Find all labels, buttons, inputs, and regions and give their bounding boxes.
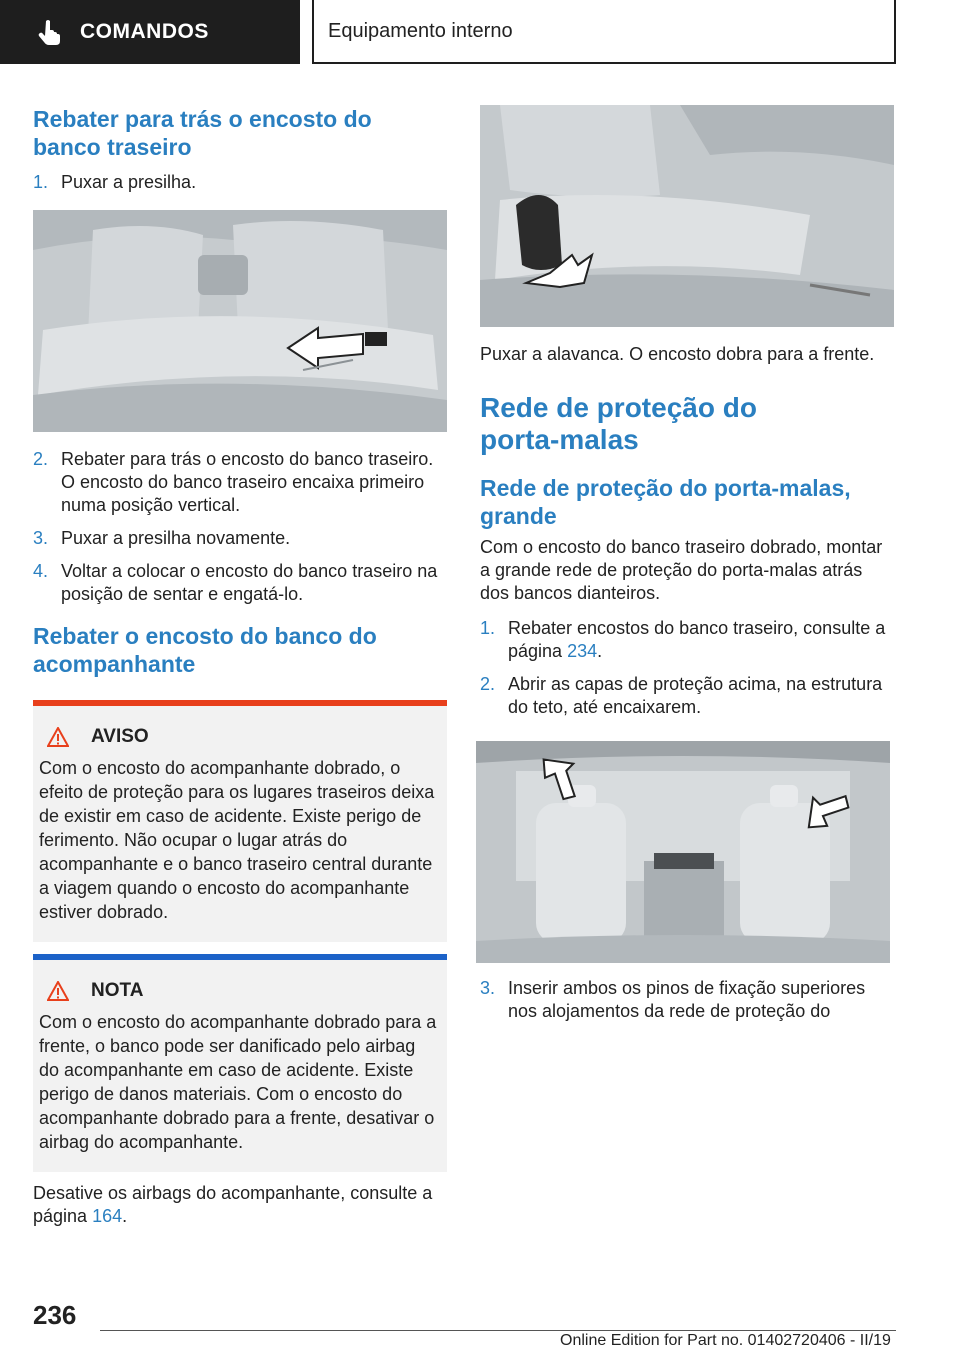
note-text: Com o encosto do acompanhante dobrado para a frente, o banco pode ser danificado pelo airbag do acompanhante em caso de acidente. Existe perigo de danos materiais. Com o encosto do acompanhante dobrado para a frente, desativar o airbag do acompanhante. <box>39 1012 437 1152</box>
front-seat-lever-image <box>480 105 894 327</box>
warning-box <box>33 700 447 942</box>
step-item: 1. Rebater encostos do banco traseiro, consulte a página 234. <box>480 618 886 661</box>
footer-divider <box>100 1330 896 1331</box>
page-link-164[interactable]: 164 <box>92 1206 123 1226</box>
note-title: NOTA <box>91 980 144 1001</box>
lever-caption: Puxar a alavanca. O encosto dobra para a frente. <box>480 344 875 364</box>
heading-rear-backrest: Rebater para trás o encosto do banco traseiro <box>33 106 372 160</box>
note-box <box>33 954 447 1172</box>
heading-cargo-net-large: Rede de proteção do porta-malas, grande <box>480 475 851 529</box>
section-title: Equipamento interno <box>312 0 896 64</box>
chapter-tab <box>0 0 300 64</box>
warning-text: Com o encosto do acompanhante dobrado, o efeito de proteção para os lugares traseiros deixa de existir em caso de acidente. Existe perigo de ferimento. Não ocupar o lugar atrás do acompanhante e o banco traseiro central durante a viagem quando o encosto do acompanhante estiver dobrado. <box>39 758 435 922</box>
step-item: 4. Voltar a colocar o encosto do banco traseiro na posição de sentar e engatá-lo. <box>33 561 438 604</box>
step-item: 3. Puxar a presilha novamente. <box>33 528 291 548</box>
page-link-234[interactable]: 234 <box>567 641 598 661</box>
chapter-label: COMANDOS <box>80 20 209 43</box>
step-item: 3. Inserir ambos os pinos de fixação superiores nos alojamentos da rede de proteção do <box>480 978 866 1021</box>
heading-cargo-net: Rede de proteção do porta-malas <box>480 392 757 455</box>
cabin-net-image <box>476 741 890 963</box>
cargo-net-intro: Com o encosto do banco traseiro dobrado, montar a grande rede de proteção do porta-malas atrás dos bancos dianteiros. <box>480 537 883 603</box>
warning-triangle-icon <box>47 727 69 747</box>
rear-seat-image <box>33 210 447 432</box>
warning-title: AVISO <box>91 726 149 747</box>
deactivate-airbag-text: Desative os airbags do acompanhante, consulte a página 164. <box>33 1183 433 1226</box>
heading-passenger-backrest: Rebater o encosto do banco do acompanhante <box>33 623 377 677</box>
edition-text: Online Edition for Part no. 01402720406 - II/19 <box>560 1332 891 1349</box>
hand-pointer-icon <box>38 19 60 45</box>
left-column <box>33 100 447 1228</box>
right-column <box>480 100 894 1023</box>
step-item: 2. Rebater para trás o encosto do banco traseiro. O encosto do banco traseiro encaixa primeiro numa posição vertical. <box>33 449 434 515</box>
page-number: 236 <box>33 1300 77 1330</box>
step-item: 2. Abrir as capas de proteção acima, na estrutura do teto, até encaixarem. <box>480 674 883 717</box>
note-triangle-icon <box>47 981 69 1001</box>
step-item: 1. Puxar a presilha. <box>33 172 197 192</box>
